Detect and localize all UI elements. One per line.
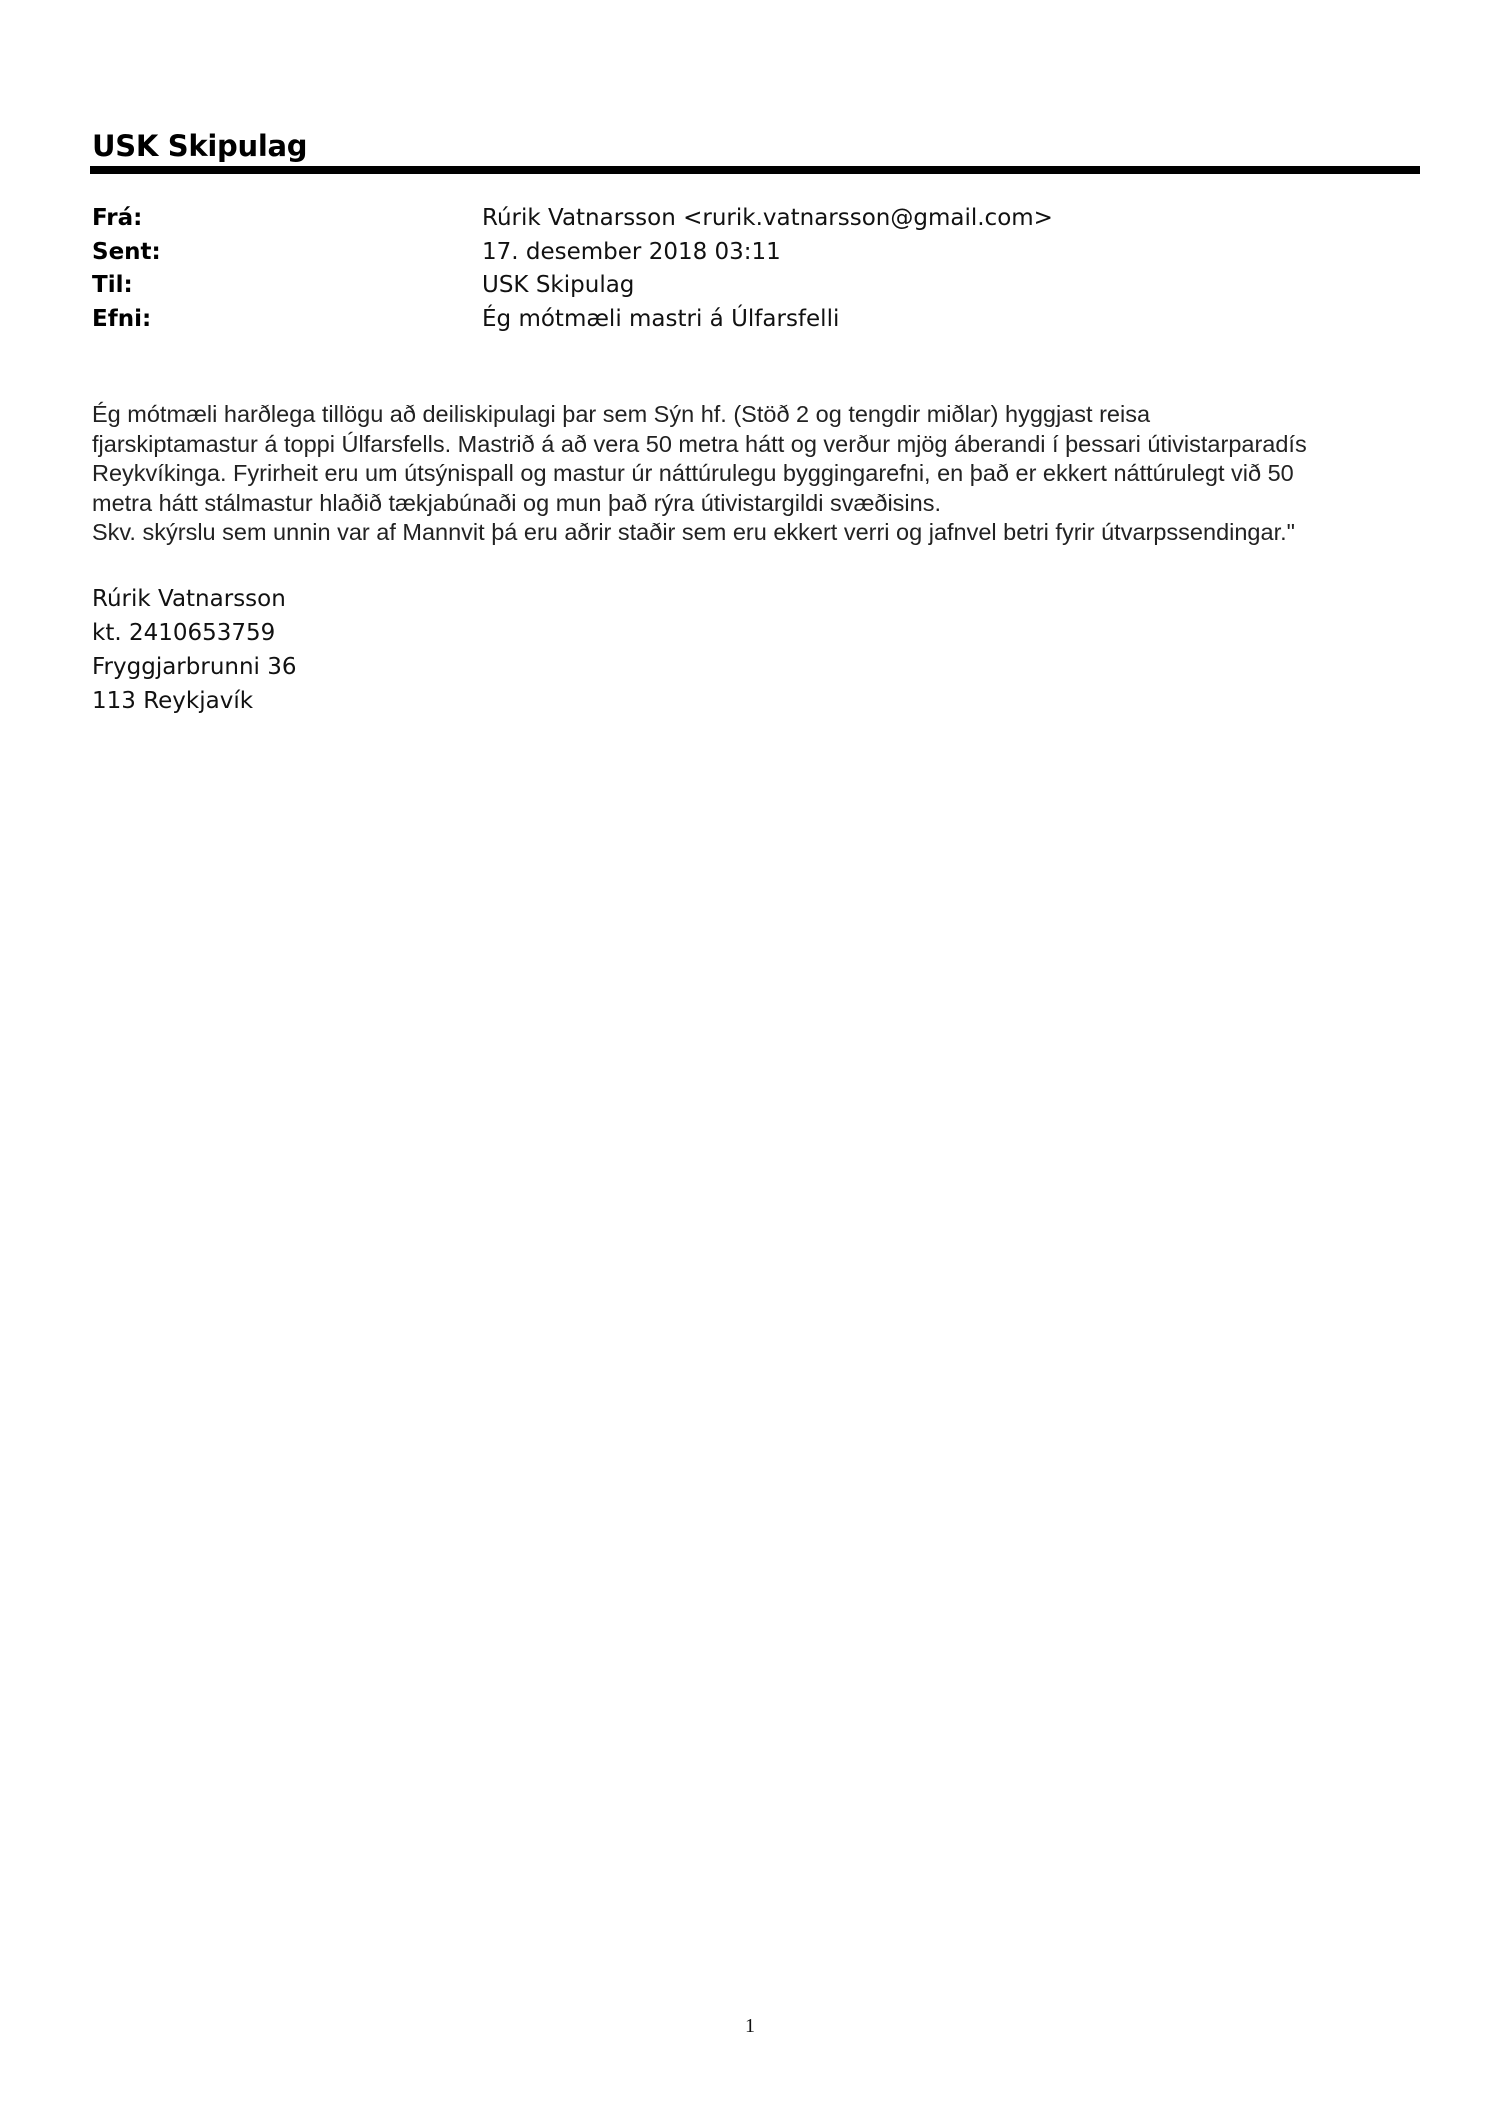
header-to	[92, 270, 1392, 304]
header-sent-value: 17. desember 2018 03:11	[482, 238, 781, 265]
signature-block	[92, 582, 297, 718]
header-sent	[92, 237, 1392, 271]
header-from	[92, 203, 1392, 237]
title-divider	[90, 166, 1420, 174]
header-sent-label: Sent:	[92, 238, 161, 265]
email-headers	[92, 203, 1392, 337]
body-line: metra hátt stálmastur hlaðið tækjabúnaði og mun það rýra útivistargildi svæðisins.	[92, 489, 942, 516]
signature-name: Rúrik Vatnarsson	[92, 586, 286, 612]
email-body	[92, 400, 1422, 548]
header-from-label: Frá:	[92, 205, 143, 231]
signature-street: Fryggjarbrunni 36	[92, 654, 297, 680]
body-line: Reykvíkinga. Fyrirheit eru um útsýnispall og mastur úr náttúrulegu byggingarefni, en það er ekkert náttúrulegt við 50	[92, 460, 1294, 486]
header-from-value: Rúrik Vatnarsson <rurik.vatnarsson@gmail.com>	[482, 205, 1053, 231]
signature-city: 113 Reykjavík	[92, 688, 254, 714]
body-line: Ég mótmæli harðlega tillögu að deiliskipulagi þar sem Sýn hf. (Stöð 2 og tengdir miðlar) hyggjast reisa	[92, 401, 1151, 427]
header-to-label: Til:	[92, 272, 133, 298]
signature-id: kt. 2410653759	[92, 620, 276, 646]
header-to-value: USK Skipulag	[482, 272, 635, 298]
header-subject-label: Efni:	[92, 305, 152, 332]
header-subject-value: Ég mótmæli mastri á Úlfarsfelli	[482, 305, 840, 332]
body-line: fjarskiptamastur á toppi Úlfarsfells. Mastrið á að vera 50 metra hátt og verður mjög áberandi í þessari útivistarparadís	[92, 430, 1307, 457]
page-number: 1	[745, 2015, 755, 2037]
document-title: USK Skipulag	[92, 129, 308, 163]
body-line: Skv. skýrslu sem unnin var af Mannvit þá eru aðrir staðir sem eru ekkert verri og jafnvel betri fyrir útvarpssendingar."	[92, 519, 1295, 545]
header-subject	[92, 304, 1392, 338]
